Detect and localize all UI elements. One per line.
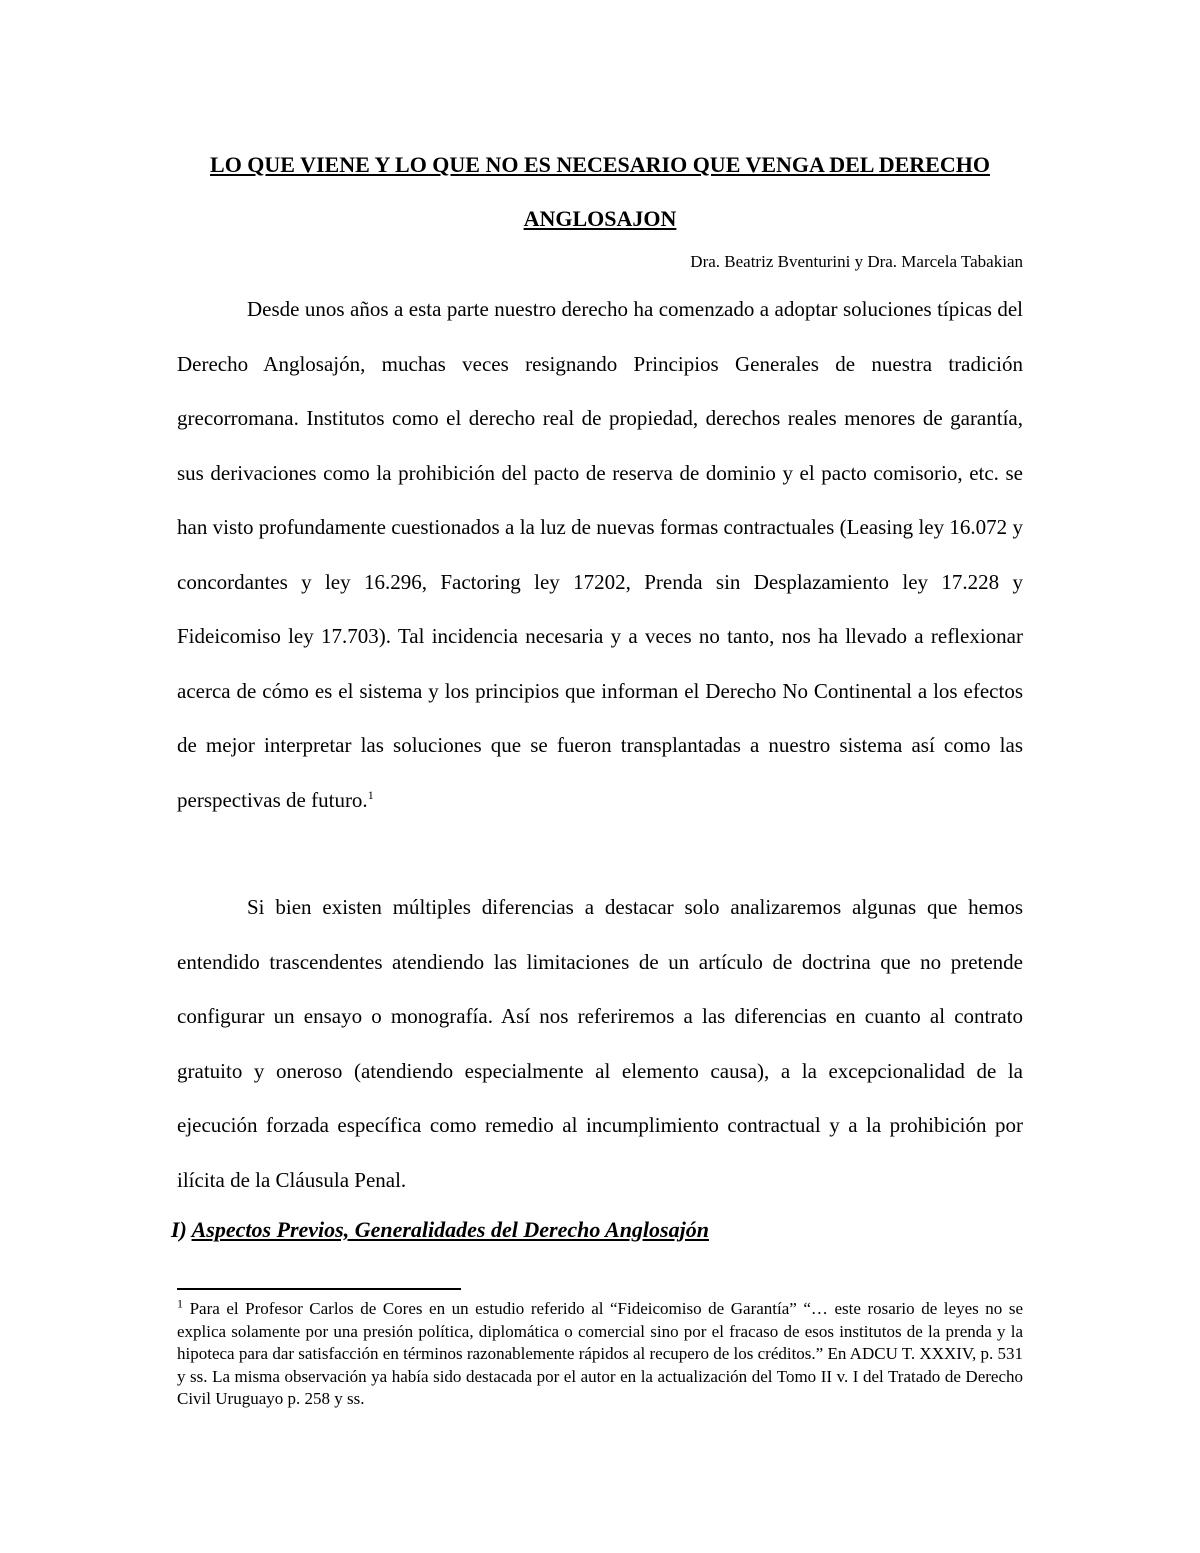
document-title: LO QUE VIENE Y LO QUE NO ES NECESARIO QUE VENGA DEL DERECHO ANGLOSAJON [210, 152, 990, 231]
body-paragraph-2: Si bien existen múltiples diferencias a destacar solo analizaremos algunas que hemos entendido trascendentes atendiendo las limitaciones de un artículo de doctrina que no pretende configurar un ensayo o monografía. Así nos referiremos a las diferencias en cuanto al contrato gratuito y oneroso (atendiendo especialmente al elemento causa), a la excepcionalidad de la ejecución forzada específica como remedio al incumplimiento contractual y a la prohibición por ilícita de la Cláusula Penal. [177, 895, 1023, 1192]
section-heading [171, 1212, 709, 1248]
section-heading-text: Aspectos Previos, Generalidades del Derecho Anglosajón [191, 1217, 709, 1242]
body-paragraph-1 [177, 282, 1023, 827]
document-page [171, 0, 1024, 1553]
footnote-text: Para el Profesor Carlos de Cores en un estudio referido al “Fideicomiso de Garantía” “… este rosario de leyes no se explica solamente por una presión política, diplomática o comercial sino por el fracaso de esos institutos de la prenda y la hipoteca para dar satisfacción en términos razonablemente rápidos al recupero de los créditos.” En ADCU T. XXXIV, p. 531 y ss. La misma observación ya había sido destacada por el autor en la actualización del Tomo II v. I del Tratado de Derecho Civil Uruguayo p. 258 y ss. [177, 1299, 1024, 1408]
footnote [177, 1298, 1023, 1411]
footnote-number: 1 [177, 1296, 183, 1311]
section-number: I) [171, 1217, 187, 1242]
footnote-reference[interactable]: 1 [367, 787, 374, 802]
footnote-separator [177, 1288, 461, 1290]
paragraph-1-text: Desde unos años a esta parte nuestro derecho ha comenzado a adoptar soluciones típicas del Derecho Anglosajón, muchas veces resignando Principios Generales de nuestra tradición grecorromana. Institutos como el derecho real de propiedad, derechos reales menores de garantía, sus derivaciones como la prohibición del pacto de reserva de dominio y el pacto comisorio, etc. se han visto profundamente cuestionados a la luz de nuevas formas contractuales (Leasing ley 16.072 y concordantes y ley 16.296, Factoring ley 17202, Prenda sin Desplazamiento ley 17.228 y Fideicomiso ley 17.703). Tal incidencia necesaria y a veces no tanto, nos ha llevado a reflexionar acerca de cómo es el sistema y los principios que informan el Derecho No Continental a los efectos de mejor interpretar las soluciones que se fueron transplantadas a nuestro sistema así como las perspectivas de futuro. [177, 297, 1023, 812]
document-authors: Dra. Beatriz Bventurini y Dra. Marcela Tabakian [690, 252, 1023, 271]
